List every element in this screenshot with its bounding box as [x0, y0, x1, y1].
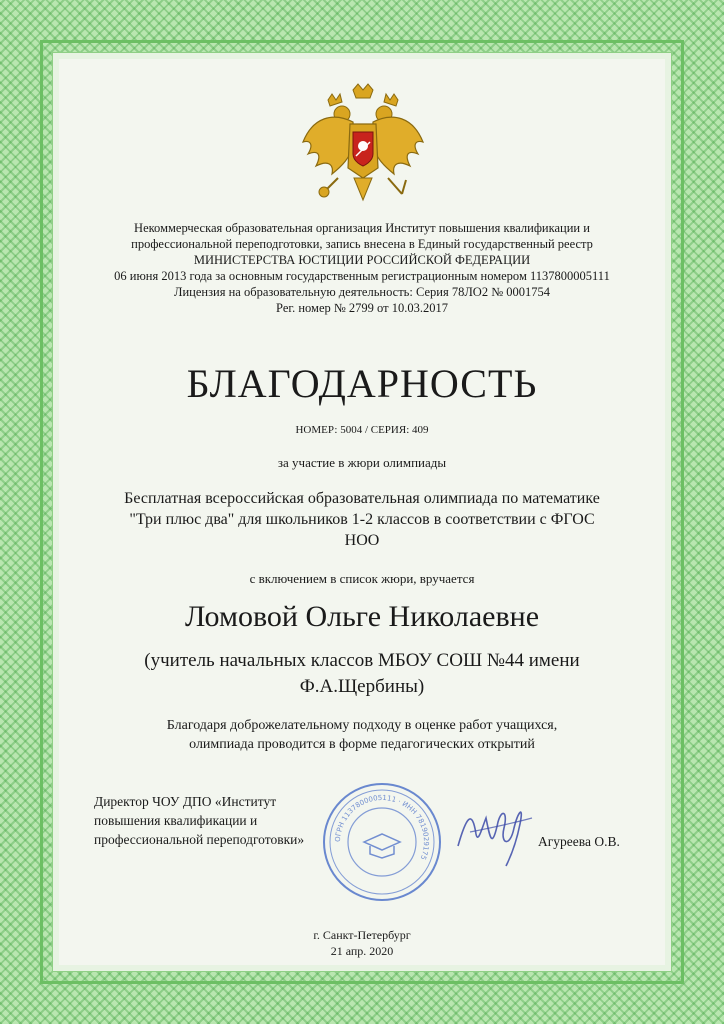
participation-text: за участие в жюри олимпиады: [277, 455, 447, 470]
handwritten-signature: [450, 788, 540, 868]
org-line: 06 июня 2013 года за основным государственным регистрационным номером 1137800005111: [114, 269, 610, 283]
svg-text:ОГРН 1137800005111 · ИНН 78190: [334, 794, 430, 861]
city: г. Санкт-Петербург: [313, 928, 411, 942]
russian-coat-of-arms-icon: [298, 82, 428, 212]
olympiad-name: [60, 488, 664, 551]
organization-info: [60, 220, 664, 316]
recipient-position: [60, 648, 664, 700]
olympiad-line: НОО: [344, 532, 380, 549]
number-series: НОМЕР: 5004 / СЕРИЯ: 409: [295, 424, 429, 436]
olympiad-line: "Три плюс два" для школьников 1-2 классов в соответствии с ФГОС: [129, 511, 595, 528]
thanks-line: олимпиада проводится в форме педагогических открытий: [189, 737, 535, 752]
director-line: профессиональной переподготовки»: [94, 832, 305, 847]
stamp-text: ОГРН 1137800005111 · ИНН 7819029175: [333, 793, 431, 861]
official-stamp-icon: [320, 780, 444, 904]
org-line: профессиональной переподготовки, запись внесена в Единый государственный реестр: [131, 237, 593, 251]
thanks-text: [60, 716, 664, 754]
position-line: (учитель начальных классов МБОУ СОШ №44 имени: [144, 650, 580, 671]
director-line: Директор ЧОУ ДПО «Институт: [94, 794, 277, 809]
org-line: Некоммерческая образовательная организация Институт повышения квалификации и: [134, 221, 590, 235]
included-text: с включением в список жюри, вручается: [249, 571, 475, 586]
signer-name: Агуреева О.В.: [538, 834, 620, 849]
org-line: Лицензия на образовательную деятельность: Серия 78ЛО2 № 0001754: [174, 285, 550, 299]
org-line: МИНИСТЕРСТВА ЮСТИЦИИ РОССИЙСКОЙ ФЕДЕРАЦИИ: [193, 253, 531, 267]
recipient-name: Ломовой Ольге Николаевне: [184, 600, 540, 633]
issue-date: 21 апр. 2020: [330, 944, 394, 958]
olympiad-line: Бесплатная всероссийская образовательная олимпиада по математике: [124, 490, 600, 507]
director-line: повышения квалификации и: [94, 813, 258, 828]
org-line: Рег. номер № 2799 от 10.03.2017: [276, 301, 448, 315]
thanks-line: Благодаря доброжелательному подходу в оценке работ учащихся,: [166, 718, 558, 733]
director-title: [94, 792, 344, 849]
place-and-date: [60, 927, 664, 959]
certificate-title: БЛАГОДАРНОСТЬ: [186, 361, 538, 406]
position-line: Ф.А.Щербины): [299, 676, 425, 697]
